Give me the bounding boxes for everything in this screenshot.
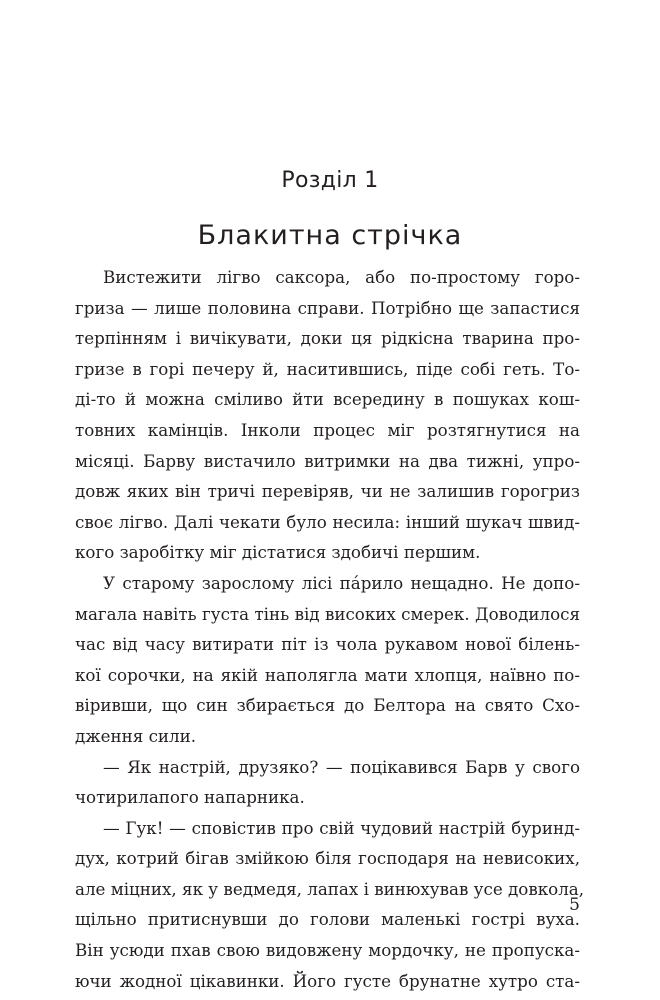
text-line: товних камінців. Інколи процес міг розтягнутися на [75, 419, 580, 440]
text-line: кого заробітку міг дістатися здобичі першим. [75, 542, 481, 563]
text-line: кої сорочки, на якій наполягла мати хлопця, наївно по- [75, 664, 580, 685]
chapter-title: Блакитна стрічка [197, 220, 463, 251]
text-line: але міцних, як у ведмедя, лапах і винюхував усе довкола, [75, 878, 585, 899]
text-line: ді-то й можна сміливо йти всередину в пошуках кош- [75, 389, 580, 410]
text-line: щільно притиснувши до голови маленькі гострі вуха. [75, 909, 580, 930]
text-line: своє лігво. Далі чекати було несила: інший шукач швид- [75, 511, 580, 532]
text-line: чотирилапого напарника. [75, 787, 305, 808]
body-text [75, 262, 585, 996]
text-line: дух, котрий бігав змійкою біля господаря на невисоких, [75, 848, 580, 869]
text-line: місяці. Барву вистачило витримки на два тижні, упро- [75, 450, 580, 471]
paragraph [75, 568, 580, 752]
text-line: Вистежити лігво саксора, або по-простому горо- [103, 267, 580, 287]
text-line: — Як настрій, друзяко? — поцікавився Барв у свого [103, 756, 580, 777]
paragraph [75, 752, 580, 813]
paragraph [75, 813, 585, 997]
text-line: віривши, що син збирається до Белтора на свято Схо- [75, 695, 580, 716]
chapter-label: Розділ 1 [281, 168, 379, 193]
text-line: ючи жодної цікавинки. Його густе брунатне хутро ста- [75, 970, 580, 991]
text-line: У старому зарослому лісі пáрило нещадно. Не допо- [103, 572, 580, 593]
text-line: гризе в горі печеру й, наситившись, піде собі геть. То- [75, 358, 580, 379]
text-line: дження сили. [75, 725, 197, 746]
page-number: 5 [569, 895, 580, 915]
text-line: довж яких він тричі перевіряв, чи не залишив горогриз [75, 481, 580, 502]
text-line: Він усюди пхав свою видовжену мордочку, не пропуска- [75, 940, 580, 961]
text-line: гриза — лише половина справи. Потрібно ще запастися [75, 297, 580, 318]
text-line: магала навіть густа тінь від високих смерек. Доводилося [75, 603, 580, 624]
text-line: — Гук! — сповістив про свій чудовий настрій буринд- [103, 817, 580, 838]
paragraph [75, 262, 580, 568]
text-line: час від часу витирати піт із чола рукавом нової білень- [75, 634, 580, 655]
text-line: терпінням і вичікувати, доки ця рідкісна тварина про- [75, 328, 580, 349]
